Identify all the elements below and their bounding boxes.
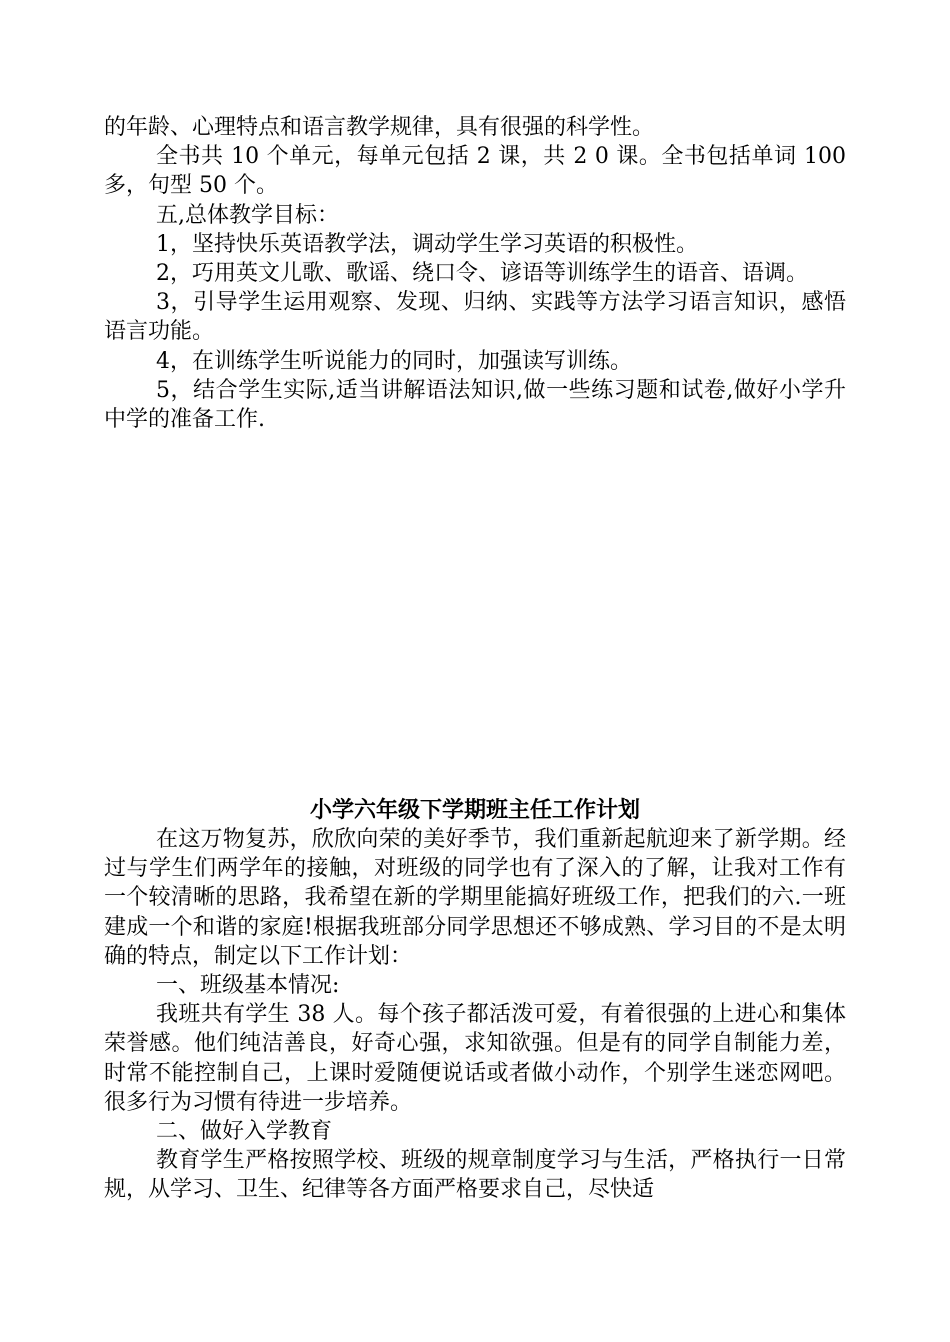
section-teaching-plan-continuation — [104, 113, 846, 434]
goal-item-2: 2，巧用英文儿歌、歌谣、绕口令、谚语等训练学生的语音、语调。 — [156, 261, 808, 287]
heading-entry-education: 二、做好入学教育 — [156, 1119, 333, 1145]
goal-item-1: 1，坚持快乐英语教学法，调动学生学习英语的积极性。 — [156, 231, 698, 257]
paragraph-continuation: 的年龄、心理特点和语言教学规律，具有很强的科学性。 — [104, 115, 655, 140]
heading-overall-goals: 五,总体教学目标： — [156, 202, 339, 228]
paragraph-book-contents: 全书共 10 个单元，每单元包括 2 课，共 2 0 课。全书包括单词 100 多，句型 50 个。 — [104, 144, 846, 199]
goal-item-4: 4，在训练学生听说能力的同时，加强读写训练。 — [156, 348, 632, 374]
paragraph-introduction: 在这万物复苏，欣欣向荣的美好季节，我们重新起航迎来了新学期。经过与学生们两学年的接触，对班级的同学也有了深入的了解，让我对工作有一个较清晰的思路，我希望在新的学期里能搞好班级工作，把我们的六.一班建成一个和谐的家庭!根据我班部分同学思想还不够成熟、学习目的不是太明确的特点，制定以下工作计划： — [104, 827, 846, 969]
goal-item-5: 5，结合学生实际,适当讲解语法知识,做一些练习题和试卷,做好小学升中学的准备工作. — [104, 377, 846, 433]
heading-class-situation: 一、班级基本情况: — [156, 973, 340, 999]
section-class-teacher-plan — [104, 796, 846, 1205]
goal-item-3: 3，引导学生运用观察、发现、归纳、实践等方法学习语言知识，感悟语言功能。 — [104, 290, 846, 345]
paragraph-entry-education: 教育学生严格按照学校、班级的规章制度学习与生活，严格执行一日常规，从学习、卫生、纪律等各方面严格要求自己，尽快适 — [104, 1148, 846, 1203]
document-title: 小学六年级下学期班主任工作计划 — [309, 797, 640, 823]
paragraph-class-situation: 我班共有学生 38 人。每个孩子都活泼可爱，有着很强的上进心和集体荣誉感。他们纯洁善良，好奇心强，求知欲强。但是有的同学自制能力差，时常不能控制自己，上课时爱随便说话或者做小动作，个别学生迷恋网吧。很多行为习惯有待进一步培养。 — [104, 1002, 846, 1115]
